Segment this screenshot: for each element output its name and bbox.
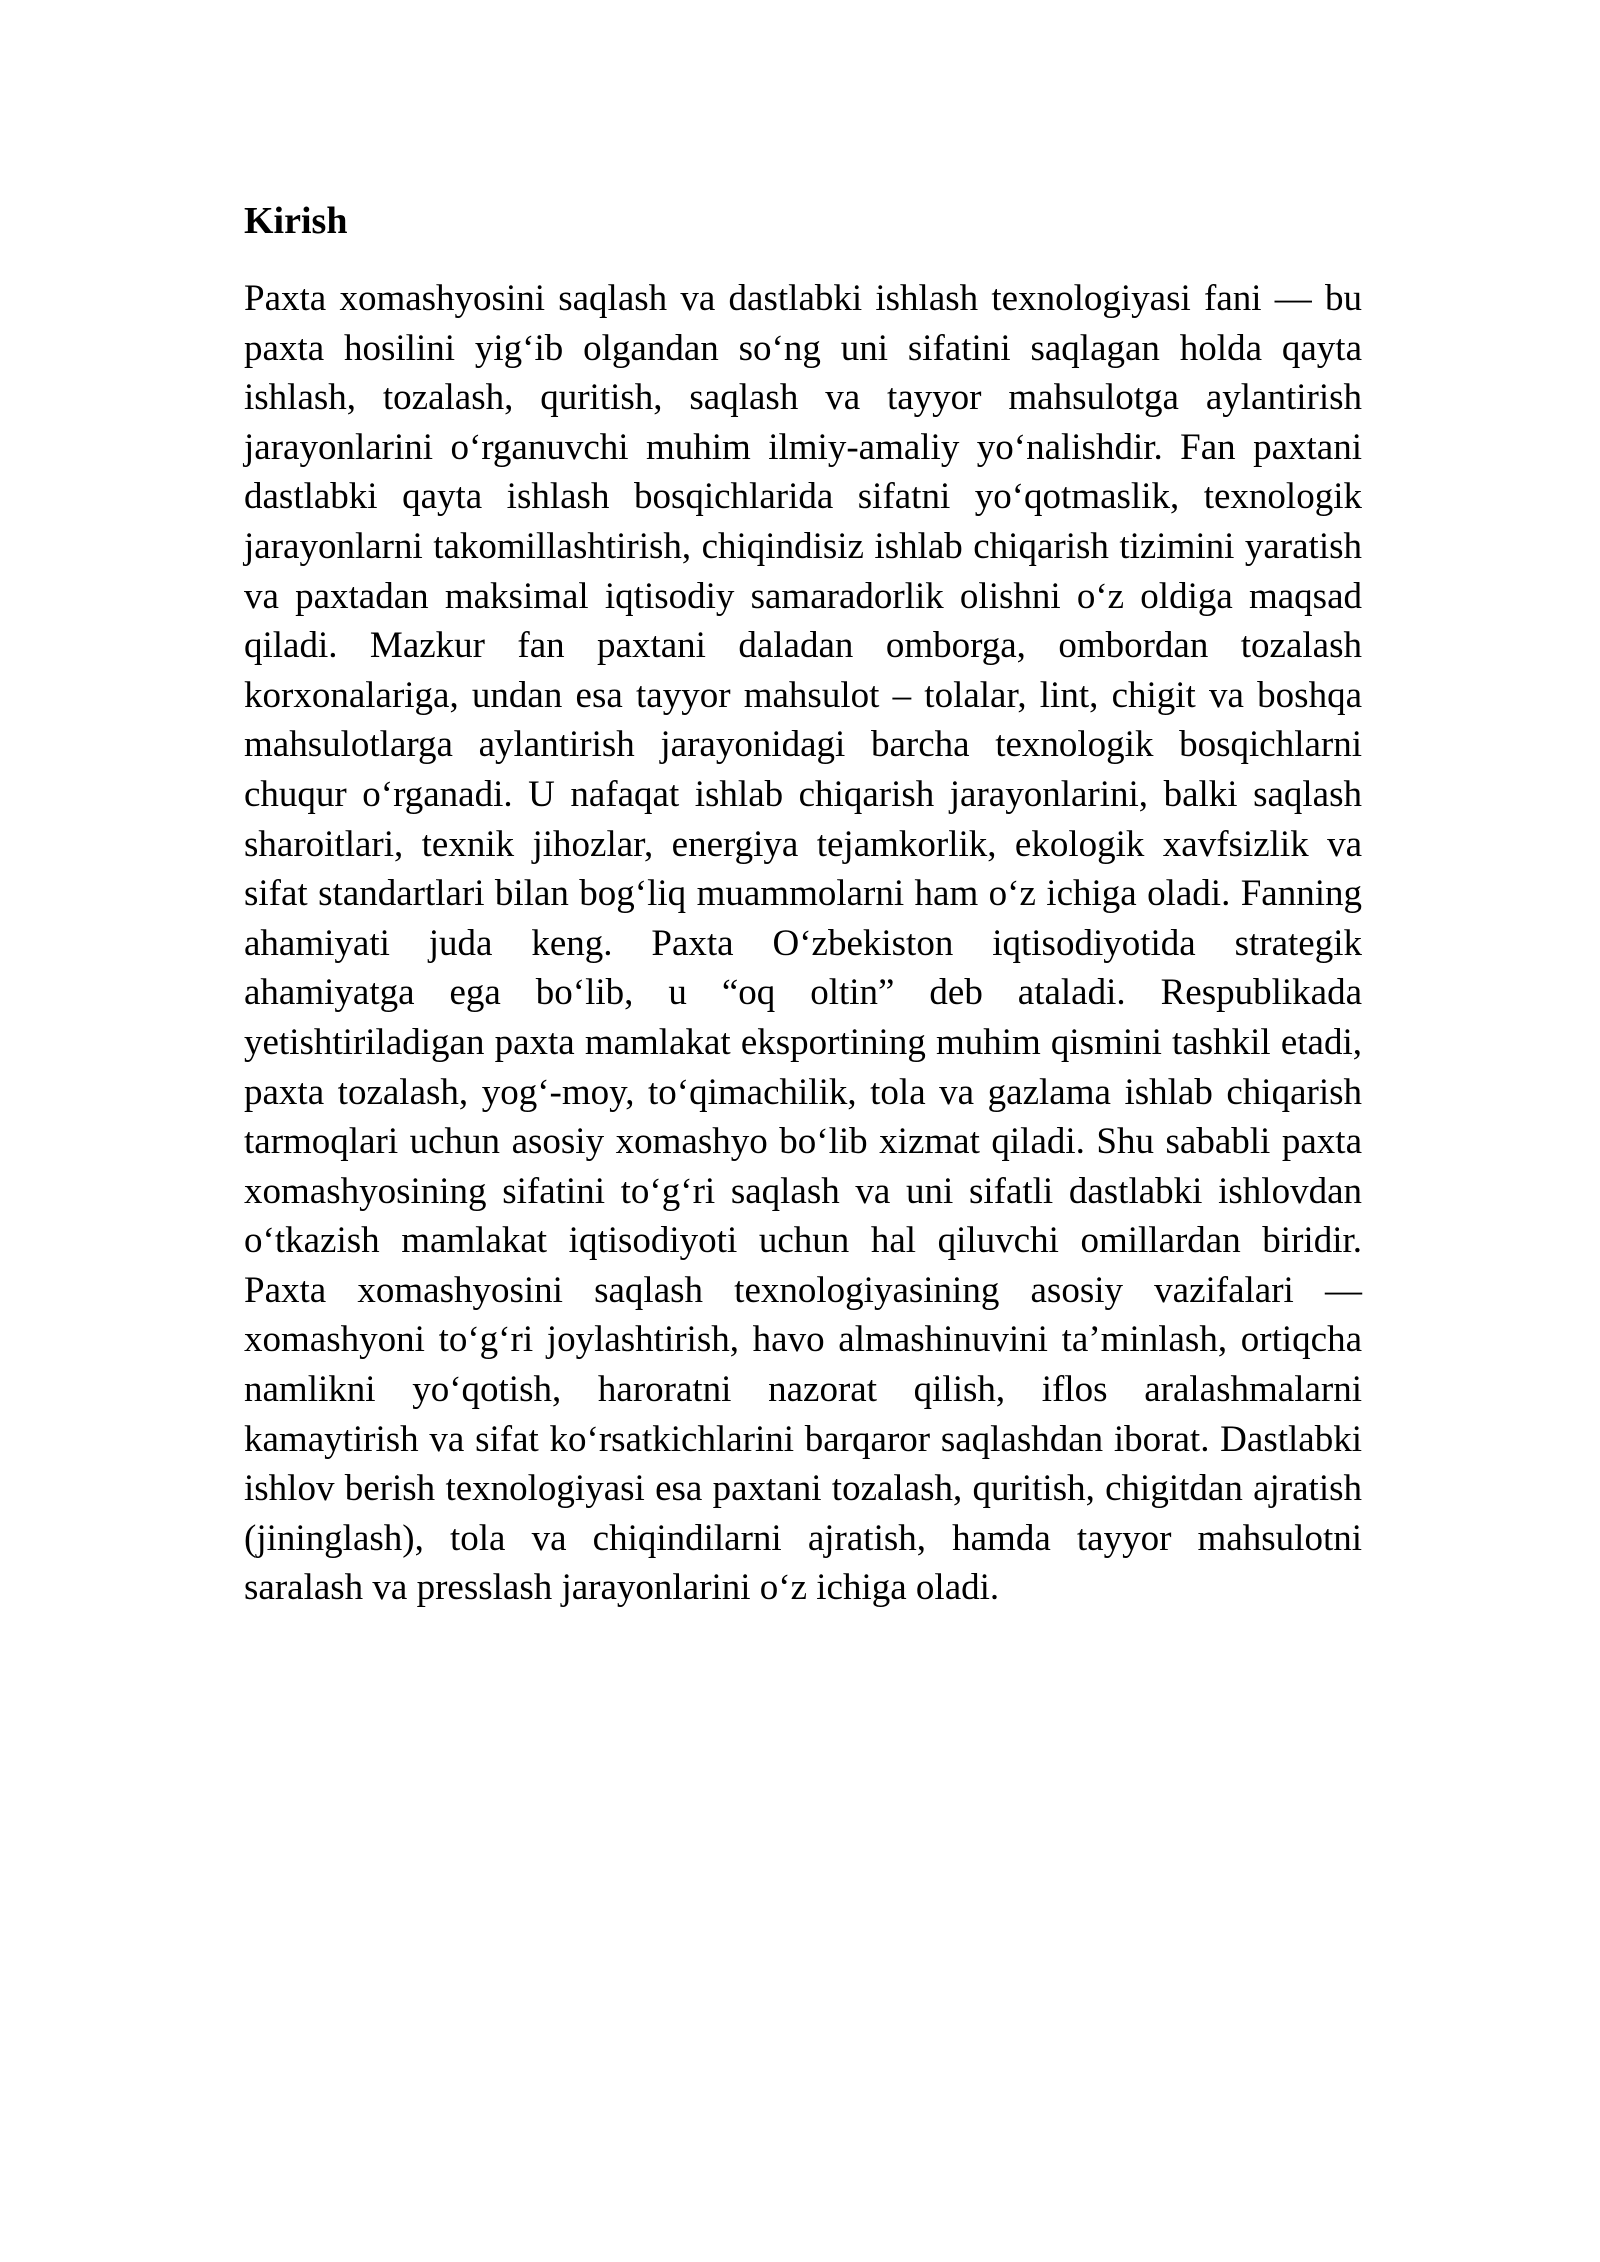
section-heading: Kirish [244,200,348,242]
body-paragraph: Paxta xomashyosini saqlash va dastlabki ishlash texnologiyasi fani — bu paxta hosilini yig‘ib olgandan so‘ng uni sifatini saqlagan holda qayta ishlash, tozalash, quritish, saqlash va tayyor mahsulotga aylantirish jarayonlarini o‘rganuvchi muhim ilmiy-amaliy yo‘nalishdir. Fan paxtani dastlabki qayta ishlash bosqichlarida sifatni yo‘qotmaslik, texnologik jarayonlarni takomillashtirish, chiqindisiz ishlab chiqarish tizimini yaratish va paxtadan maksimal iqtisodiy samaradorlik olishni o‘z oldiga maqsad qiladi. Mazkur fan paxtani daladan omborga, ombordan tozalash korxonalariga, undan esa tayyor mahsulot – tolalar, lint, chigit va boshqa mahsulotlarga aylantirish jarayonidagi barcha texnologik bosqichlarni chuqur o‘rganadi. U nafaqat ishlab chiqarish jarayonlarini, balki saqlash sharoitlari, texnik jihozlar, energiya tejamkorlik, ekologik xavfsizlik va sifat standartlari bilan bog‘liq muammolarni ham o‘z ichiga oladi. Fanning ahamiyati juda keng. Paxta O‘zbekiston iqtisodiyotida strategik ahamiyatga ega bo‘lib, u “oq oltin” deb ataladi. Respublikada yetishtiriladigan paxta mamlakat eksportining muhim qismini tashkil etadi, paxta tozalash, yog‘-moy, to‘qimachilik, tola va gazlama ishlab chiqarish tarmoqlari uchun asosiy xomashyo bo‘lib xizmat qiladi. Shu sababli paxta xomashyosining sifatini to‘g‘ri saqlash va uni sifatli dastlabki ishlovdan o‘tkazish mamlakat iqtisodiyoti uchun hal qiluvchi omillardan biridir. Paxta xomashyosini saqlash texnologiyasining asosiy vazifalari — xomashyoni to‘g‘ri joylashtirish, havo almashinuvini ta’minlash, ortiqcha namlikni yo‘qotish, haroratni nazorat qilish, iflos aralashmalarni kamaytirish va sifat ko‘rsatkichlarini barqaror saqlashdan iborat. Dastlabki ishlov berish texnologiyasi esa paxtani tozalash, quritish, chigitdan ajratish (jininglash), tola va chiqindilarni ajratish, hamda tayyor mahsulotni saralash va presslash jarayonlarini o‘z ichiga oladi. [244,278,1362,1609]
document-content [244,190,1362,1613]
